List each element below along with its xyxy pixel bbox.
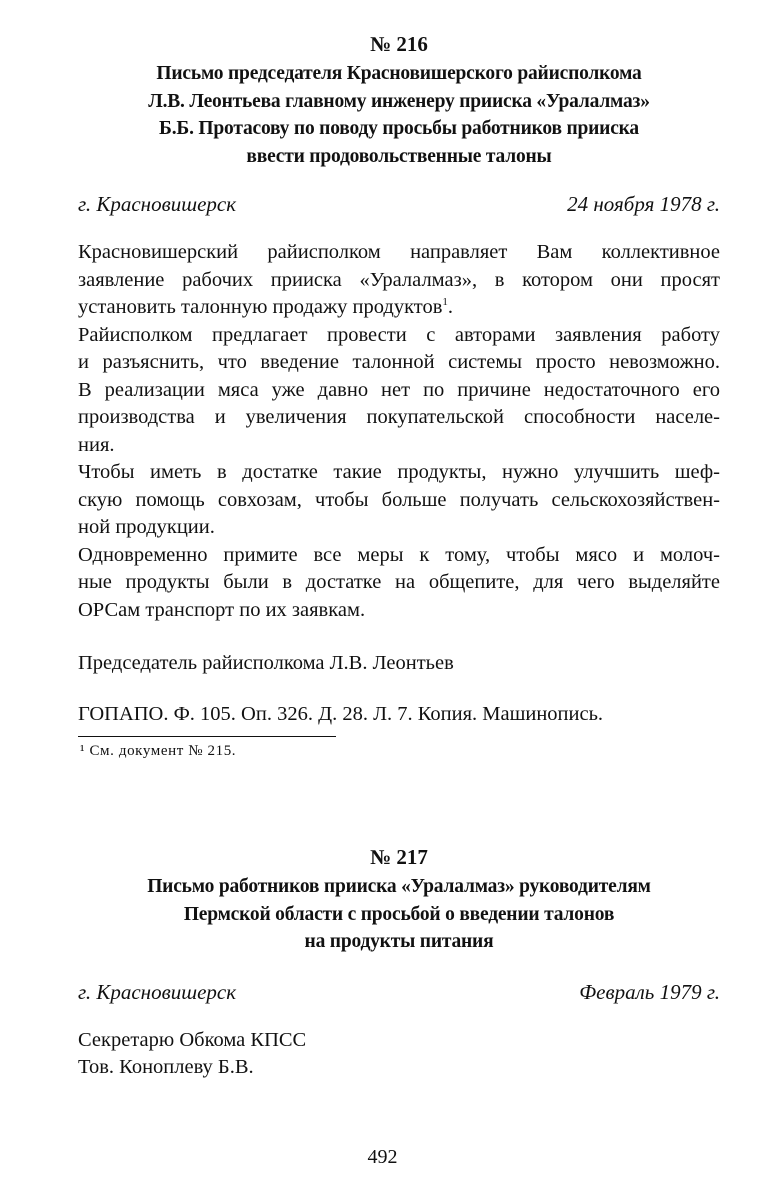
doc216-title	[78, 60, 720, 170]
doc216-date: 24 ноября 1978 г.	[567, 192, 720, 216]
doc217-place: г. Красновишерск	[78, 979, 237, 1004]
footnote-mark: 1	[442, 296, 448, 309]
paragraph-line: Красновишерский райисполком направляет Вам коллективное	[78, 241, 720, 263]
paragraph-line: Чтобы иметь в достатке такие продукты, нужно улучшить шеф-	[78, 461, 720, 483]
doc216-archive-source: ГОПАПО. Ф. 105. Оп. 326. Д. 28. Л. 7. Копия. Машинопись.	[78, 702, 604, 725]
doc217-addressee	[78, 1027, 720, 1082]
doc217-place-date	[78, 978, 720, 1006]
paragraph	[78, 459, 720, 542]
paragraph-line: ОРСам транспорт по их заявкам.	[78, 598, 366, 621]
paragraph-line: заявление рабочих прииска «Уралалмаз», в котором они просят	[78, 268, 720, 291]
paragraph-line: производства и увеличения покупательской способности населе-	[78, 406, 720, 428]
doc216-footnote: ¹ См. документ № 215.	[80, 743, 237, 759]
doc216-title-line: Б.Б. Протасову по поводу просьбы работников прииска	[159, 118, 639, 139]
doc216-place-date	[78, 190, 720, 218]
doc217-title-line: Пермской области с просьбой о введении талонов	[183, 903, 615, 925]
addressee-line: Секретарю Обкома КПСС	[78, 1028, 307, 1051]
paragraph-line: ные продукты были в достатке на общепите, для чего выделяйте	[78, 571, 720, 593]
paragraph	[78, 322, 720, 460]
doc216-place: г. Красновишерск	[78, 192, 237, 216]
footnote-divider	[78, 736, 336, 737]
doc217-title	[78, 873, 720, 956]
doc216-body	[78, 239, 720, 624]
doc217-number: № 217	[370, 845, 428, 869]
page-number: 492	[367, 1146, 398, 1168]
addressee-line: Тов. Коноплеву Б.В.	[78, 1056, 254, 1078]
paragraph-line: Райисполком предлагает провести с авторами заявления работу	[78, 323, 720, 346]
paragraph-line: ния.	[78, 433, 115, 456]
doc217-title-line: на продукты питания	[304, 931, 494, 952]
paragraph-line-with-footnote: установить талонную продажу продуктов$^1$.	[78, 296, 454, 318]
paragraph-line: и разъяснить, что введение талонной системы просто невозможно.	[78, 351, 720, 373]
paragraph	[78, 542, 720, 625]
doc216-signature: Председатель райисполкома Л.В. Леонтьев	[78, 652, 454, 674]
paragraph	[78, 239, 720, 322]
doc217-title-line: Письмо работников прииска «Уралалмаз» руководителям	[147, 876, 651, 897]
document-page	[78, 30, 720, 1082]
doc216-title-line: Письмо председателя Красновишерского райисполкома	[156, 63, 642, 84]
doc217-date: Февраль 1979 г.	[579, 979, 720, 1004]
paragraph-line-text: установить талонную продажу продуктов	[78, 296, 443, 318]
paragraph-line: ной продукции.	[78, 516, 215, 538]
paragraph-line: скую помощь совхозам, чтобы больше получать сельскохозяйствен-	[78, 488, 720, 511]
doc216-number: № 216	[370, 32, 428, 56]
doc216-title-line: ввести продовольственные талоны	[246, 145, 552, 167]
doc216-title-line: Л.В. Леонтьева главному инженеру прииска «Уралалмаз»	[148, 90, 650, 112]
paragraph-line: Одновременно примите все меры к тому, чтобы мясо и молоч-	[78, 543, 720, 566]
paragraph-line: В реализации мяса уже давно нет по причине недостаточного его	[78, 378, 720, 401]
